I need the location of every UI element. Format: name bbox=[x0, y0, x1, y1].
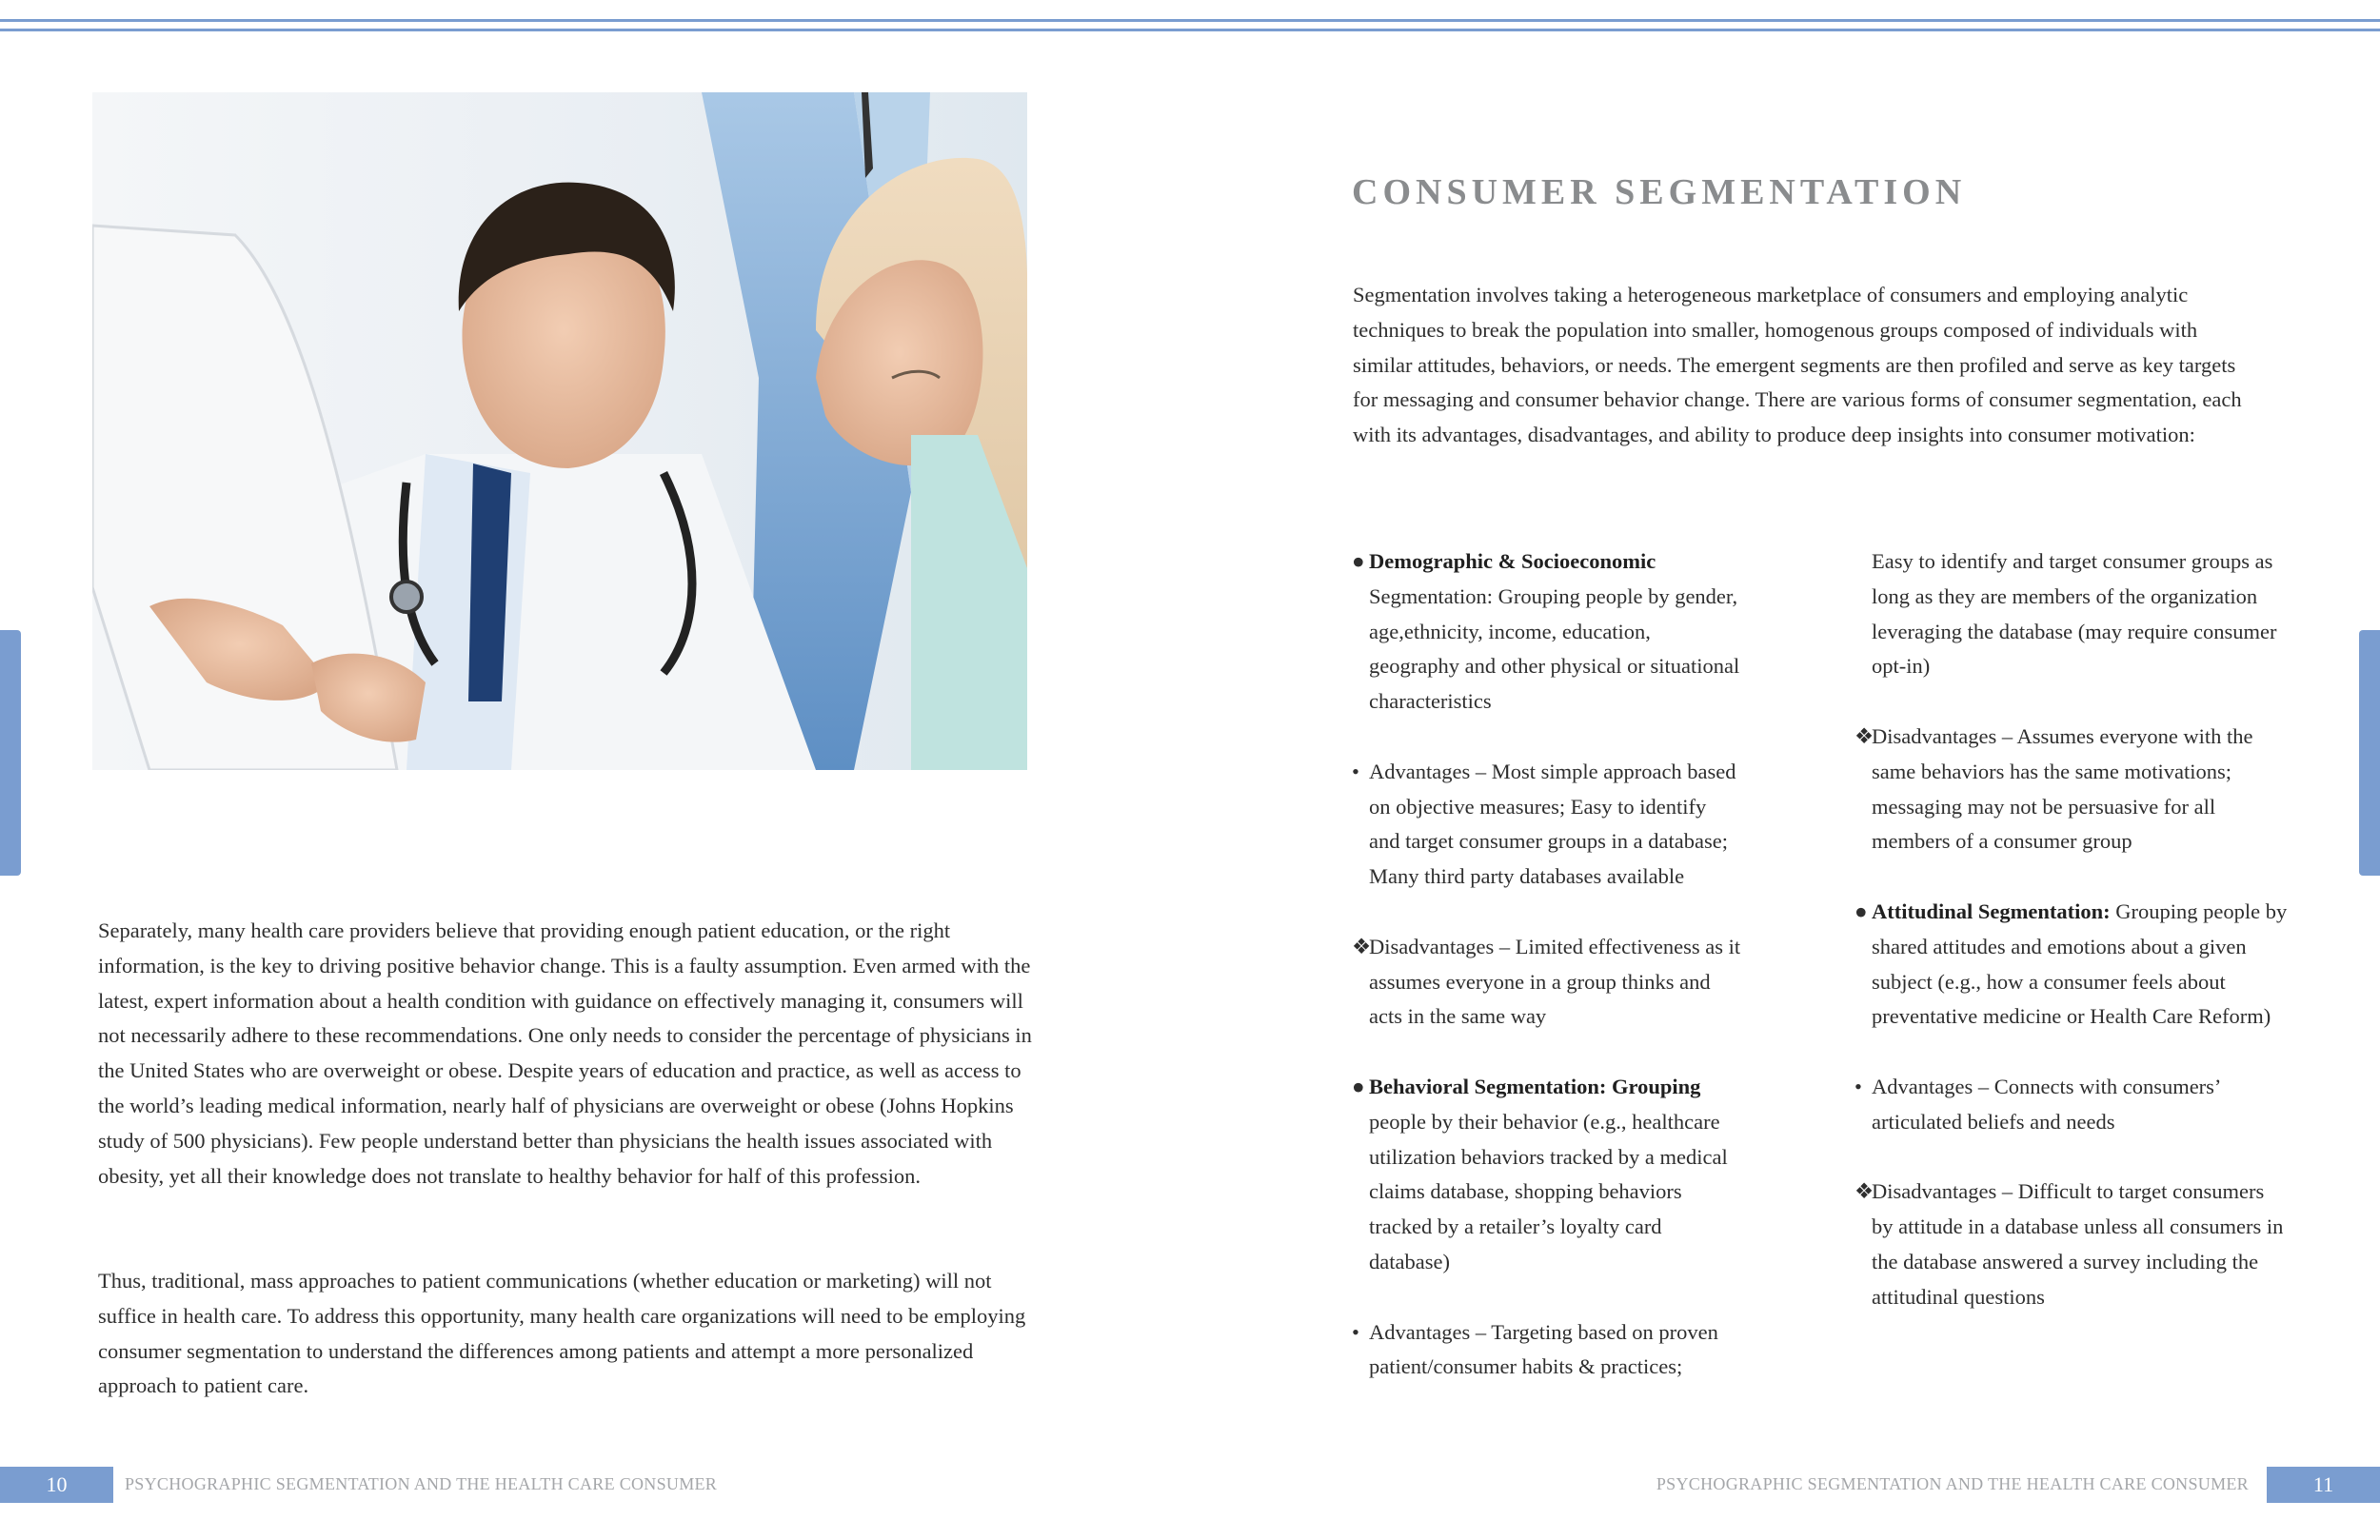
diamond-bullet-icon: ❖ bbox=[1854, 1179, 1874, 1204]
top-rule-lower bbox=[0, 29, 2380, 31]
footer-title-right: PSYCHOGRAPHIC SEGMENTATION AND THE HEALTH CARE CONSUMER bbox=[1656, 1474, 2249, 1493]
left-paragraph-1: Separately, many health care providers believe that providing enough patient education, or the right information, is the key to driving positive behavior change. This is a faulty assumption. Even armed with the latest, expert information about a health condition with guidance on effectively managing it, consumers will not necessarily adhere to these recommendations. One only needs to consider the percentage of physicians in the United States who are overweight or obese. Despite years of education and practice, as well as access to the world’s leading medical information, nearly half of physicians are overweight or obese (Johns Hopkins study of 500 physicians). Few people understand better than physicians the health issues associated with obesity, yet all their knowledge does not translate to healthy behavior for half of this profession. bbox=[98, 918, 1032, 1188]
demographic-segment-heading: Demographic & Socioeconomic bbox=[1369, 549, 1656, 573]
small-bullet-icon: • bbox=[1352, 1319, 1359, 1344]
behavioral-advantages-continued-text: Easy to identify and target consumer groups as long as they are members of the organization leveraging the database (may require consumer opt-in) bbox=[1872, 549, 2277, 679]
bullet-icon: ● bbox=[1352, 1074, 1365, 1098]
left-paragraph-2: Thus, traditional, mass approaches to patient communications (whether education or marketing) will not suffice in health care. To address this opportunity, many health care organizations will need to be employing consumer segmentation to understand the differences among patients and attempt a more personalized approach to patient care. bbox=[98, 1269, 1026, 1398]
behavioral-segment-heading: Behavioral Segmentation: Grouping bbox=[1369, 1074, 1701, 1098]
behavioral-advantages bbox=[1352, 1315, 1742, 1386]
attitudinal-advantages bbox=[1854, 1070, 2288, 1140]
behavioral-advantages-text: Advantages – Targeting based on proven patient/consumer habits & practices; bbox=[1369, 1319, 1718, 1379]
bullet-icon: ● bbox=[1854, 898, 1868, 923]
segmentation-column-1 bbox=[1352, 544, 1742, 1420]
small-bullet-icon: • bbox=[1854, 1074, 1862, 1098]
diamond-bullet-icon: ❖ bbox=[1854, 723, 1874, 748]
behavioral-disadvantages-text: Disadvantages – Assumes everyone with the same behaviors has the same motivations; messaging may not be persuasive for all members of a consumer group bbox=[1872, 723, 2253, 854]
behavioral-advantages-continued bbox=[1854, 544, 2288, 684]
intro-paragraph: Segmentation involves taking a heterogeneous marketplace of consumers and employing analytic techniques to break the population into smaller, homogenous groups composed of individuals with similar attitudes, behaviors, or needs. The emergent segments are then profiled and serve as key targets for messaging and consumer behavior change. There are various forms of consumer segmentation, each with its advantages, disadvantages, and ability to produce deep insights into consumer motivation: bbox=[1353, 283, 2242, 447]
demographic-disadvantages-text: Disadvantages – Limited effectiveness as it assumes everyone in a group thinks and acts in the same way bbox=[1369, 934, 1741, 1029]
footer-title-left: PSYCHOGRAPHIC SEGMENTATION AND THE HEALTH CARE CONSUMER bbox=[125, 1474, 718, 1493]
attitudinal-advantages-text: Advantages – Connects with consumers’ articulated beliefs and needs bbox=[1872, 1074, 2220, 1134]
page-number-right: 11 bbox=[2267, 1467, 2380, 1503]
left-side-tab bbox=[0, 630, 21, 876]
segmentation-column-2 bbox=[1854, 544, 2288, 1350]
behavioral-segment-text: people by their behavior (e.g., healthcare utilization behaviors tracked by a medical claims database, shopping behaviors tracked by a retailer’s loyalty card database) bbox=[1369, 1109, 1728, 1273]
right-side-tab bbox=[2359, 630, 2380, 876]
page-number-left: 10 bbox=[0, 1467, 113, 1503]
attitudinal-segment-heading: Attitudinal Segmentation: bbox=[1872, 898, 2111, 923]
behavioral-segment-item bbox=[1352, 1070, 1742, 1280]
attitudinal-disadvantages-text: Disadvantages – Difficult to target consumers by attitude in a database unless all consumers in the database answered a survey including the attitudinal questions bbox=[1872, 1179, 2284, 1309]
doctor-patient-photo bbox=[92, 92, 1027, 770]
demographic-advantages bbox=[1352, 755, 1742, 895]
attitudinal-segment-text: Grouping people by shared attitudes and emotions about a given subject (e.g., how a consumer feels about preventative medicine or Health Care Reform) bbox=[1872, 898, 2288, 1029]
behavioral-disadvantages bbox=[1854, 720, 2288, 859]
bullet-icon: ● bbox=[1352, 549, 1365, 573]
top-rule-upper bbox=[0, 19, 2380, 22]
demographic-disadvantages bbox=[1352, 930, 1742, 1035]
demographic-advantages-text: Advantages – Most simple approach based on objective measures; Easy to identify and target consumer groups in a database; Many third party databases available bbox=[1369, 759, 1736, 889]
attitudinal-segment-item bbox=[1854, 895, 2288, 1035]
page-title: CONSUMER SEGMENTATION bbox=[1352, 172, 1967, 212]
diamond-bullet-icon: ❖ bbox=[1352, 934, 1372, 958]
small-bullet-icon: • bbox=[1352, 759, 1359, 783]
demographic-segment-item bbox=[1352, 544, 1742, 720]
demographic-segment-text: Segmentation: Grouping people by gender, age,ethnicity, income, education, geography and other physical or situational characteristics bbox=[1369, 583, 1740, 714]
attitudinal-disadvantages bbox=[1854, 1175, 2288, 1314]
